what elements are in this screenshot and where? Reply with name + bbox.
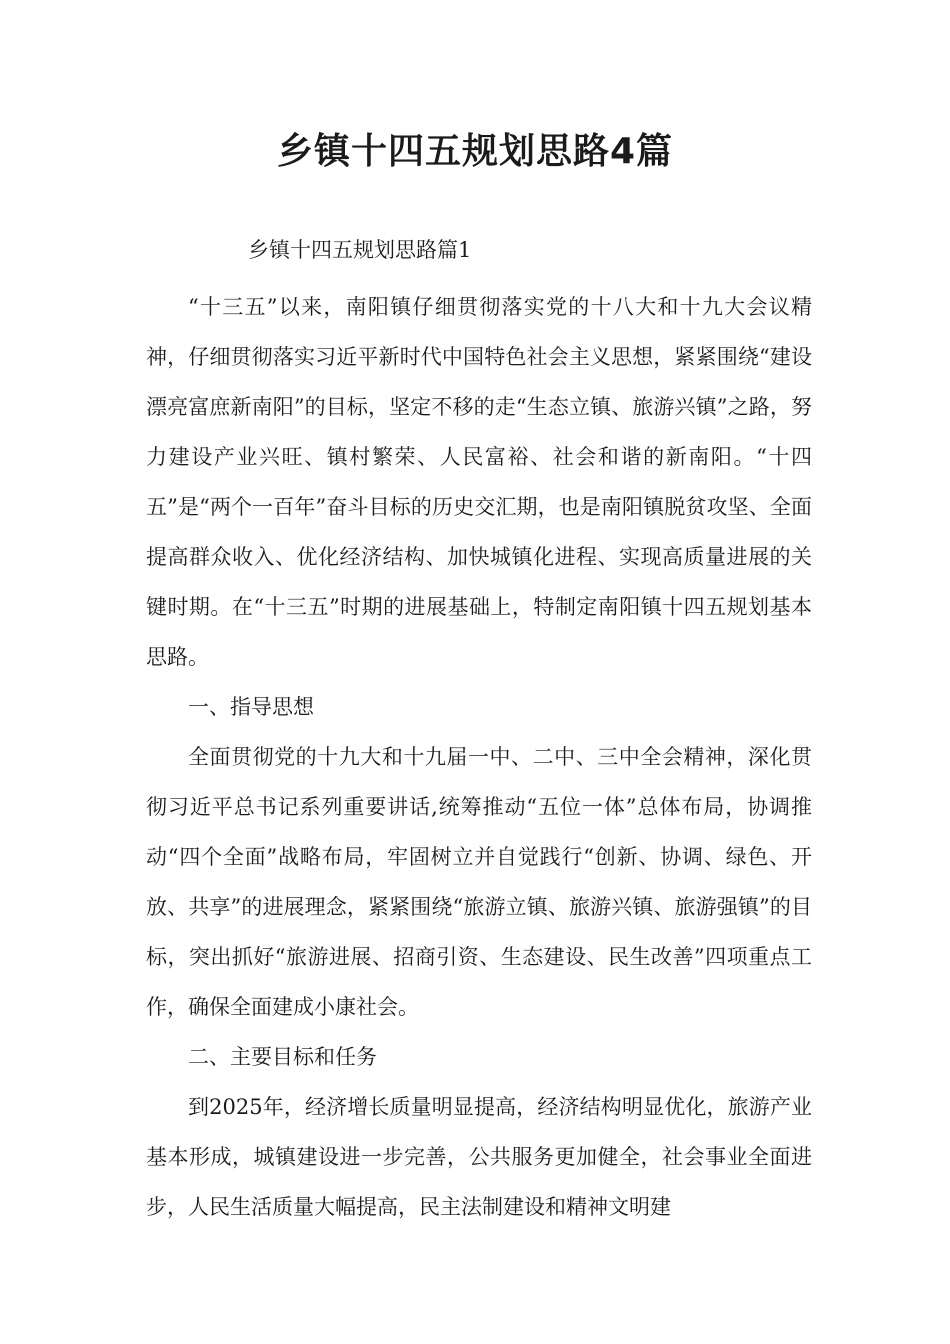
document-title: 乡镇十四五规划思路4篇 (276, 131, 674, 172)
heading-main-goals: 二、主要目标和任务 (188, 1045, 377, 1069)
paragraph-main-goals: 到2025年，经济增长质量明显提高，经济结构明显优化，旅游产业基本形成，城镇建设进一步完善，公共服务更加健全，社会事业全面进步，人民生活质量大幅提高，民主法制建设和精神文明建 (146, 1095, 812, 1219)
document-body (146, 282, 812, 1232)
paragraph-intro: “十三五”以来，南阳镇仔细贯彻落实党的十八大和十九大会议精神，仔细贯彻落实习近平新时代中国特色社会主义思想，紧紧围绕“建设漂亮富庶新南阳”的目标，坚定不移的走“生态立镇、旅游兴镇”之路，努力建设产业兴旺、镇村繁荣、人民富裕、社会和谐的新南阳。“十四五”是“两个一百年”奋斗目标的历史交汇期，也是南阳镇脱贫攻坚、全面提高群众收入、优化经济结构、加快城镇化进程、实现高质量进展的关键时期。在“十三五”时期的进展基础上，特制定南阳镇十四五规划基本思路。 (146, 295, 812, 669)
paragraph-guiding-ideology: 全面贯彻党的十九大和十九届一中、二中、三中全会精神，深化贯彻习近平总书记系列重要讲话,统筹推动“五位一体”总体布局，协调推动“四个全面”战略布局，牢固树立并自觉践行“创新、协调、绿色、开放、共享”的进展理念，紧紧围绕“旅游立镇、旅游兴镇、旅游强镇”的目标，突出抓好“旅游进展、招商引资、生态建设、民生改善”四项重点工作，确保全面建成小康社会。 (146, 745, 812, 1019)
heading-guiding-ideology: 一、指导思想 (188, 695, 314, 719)
section-subtitle: 乡镇十四五规划思路篇1 (248, 238, 472, 262)
